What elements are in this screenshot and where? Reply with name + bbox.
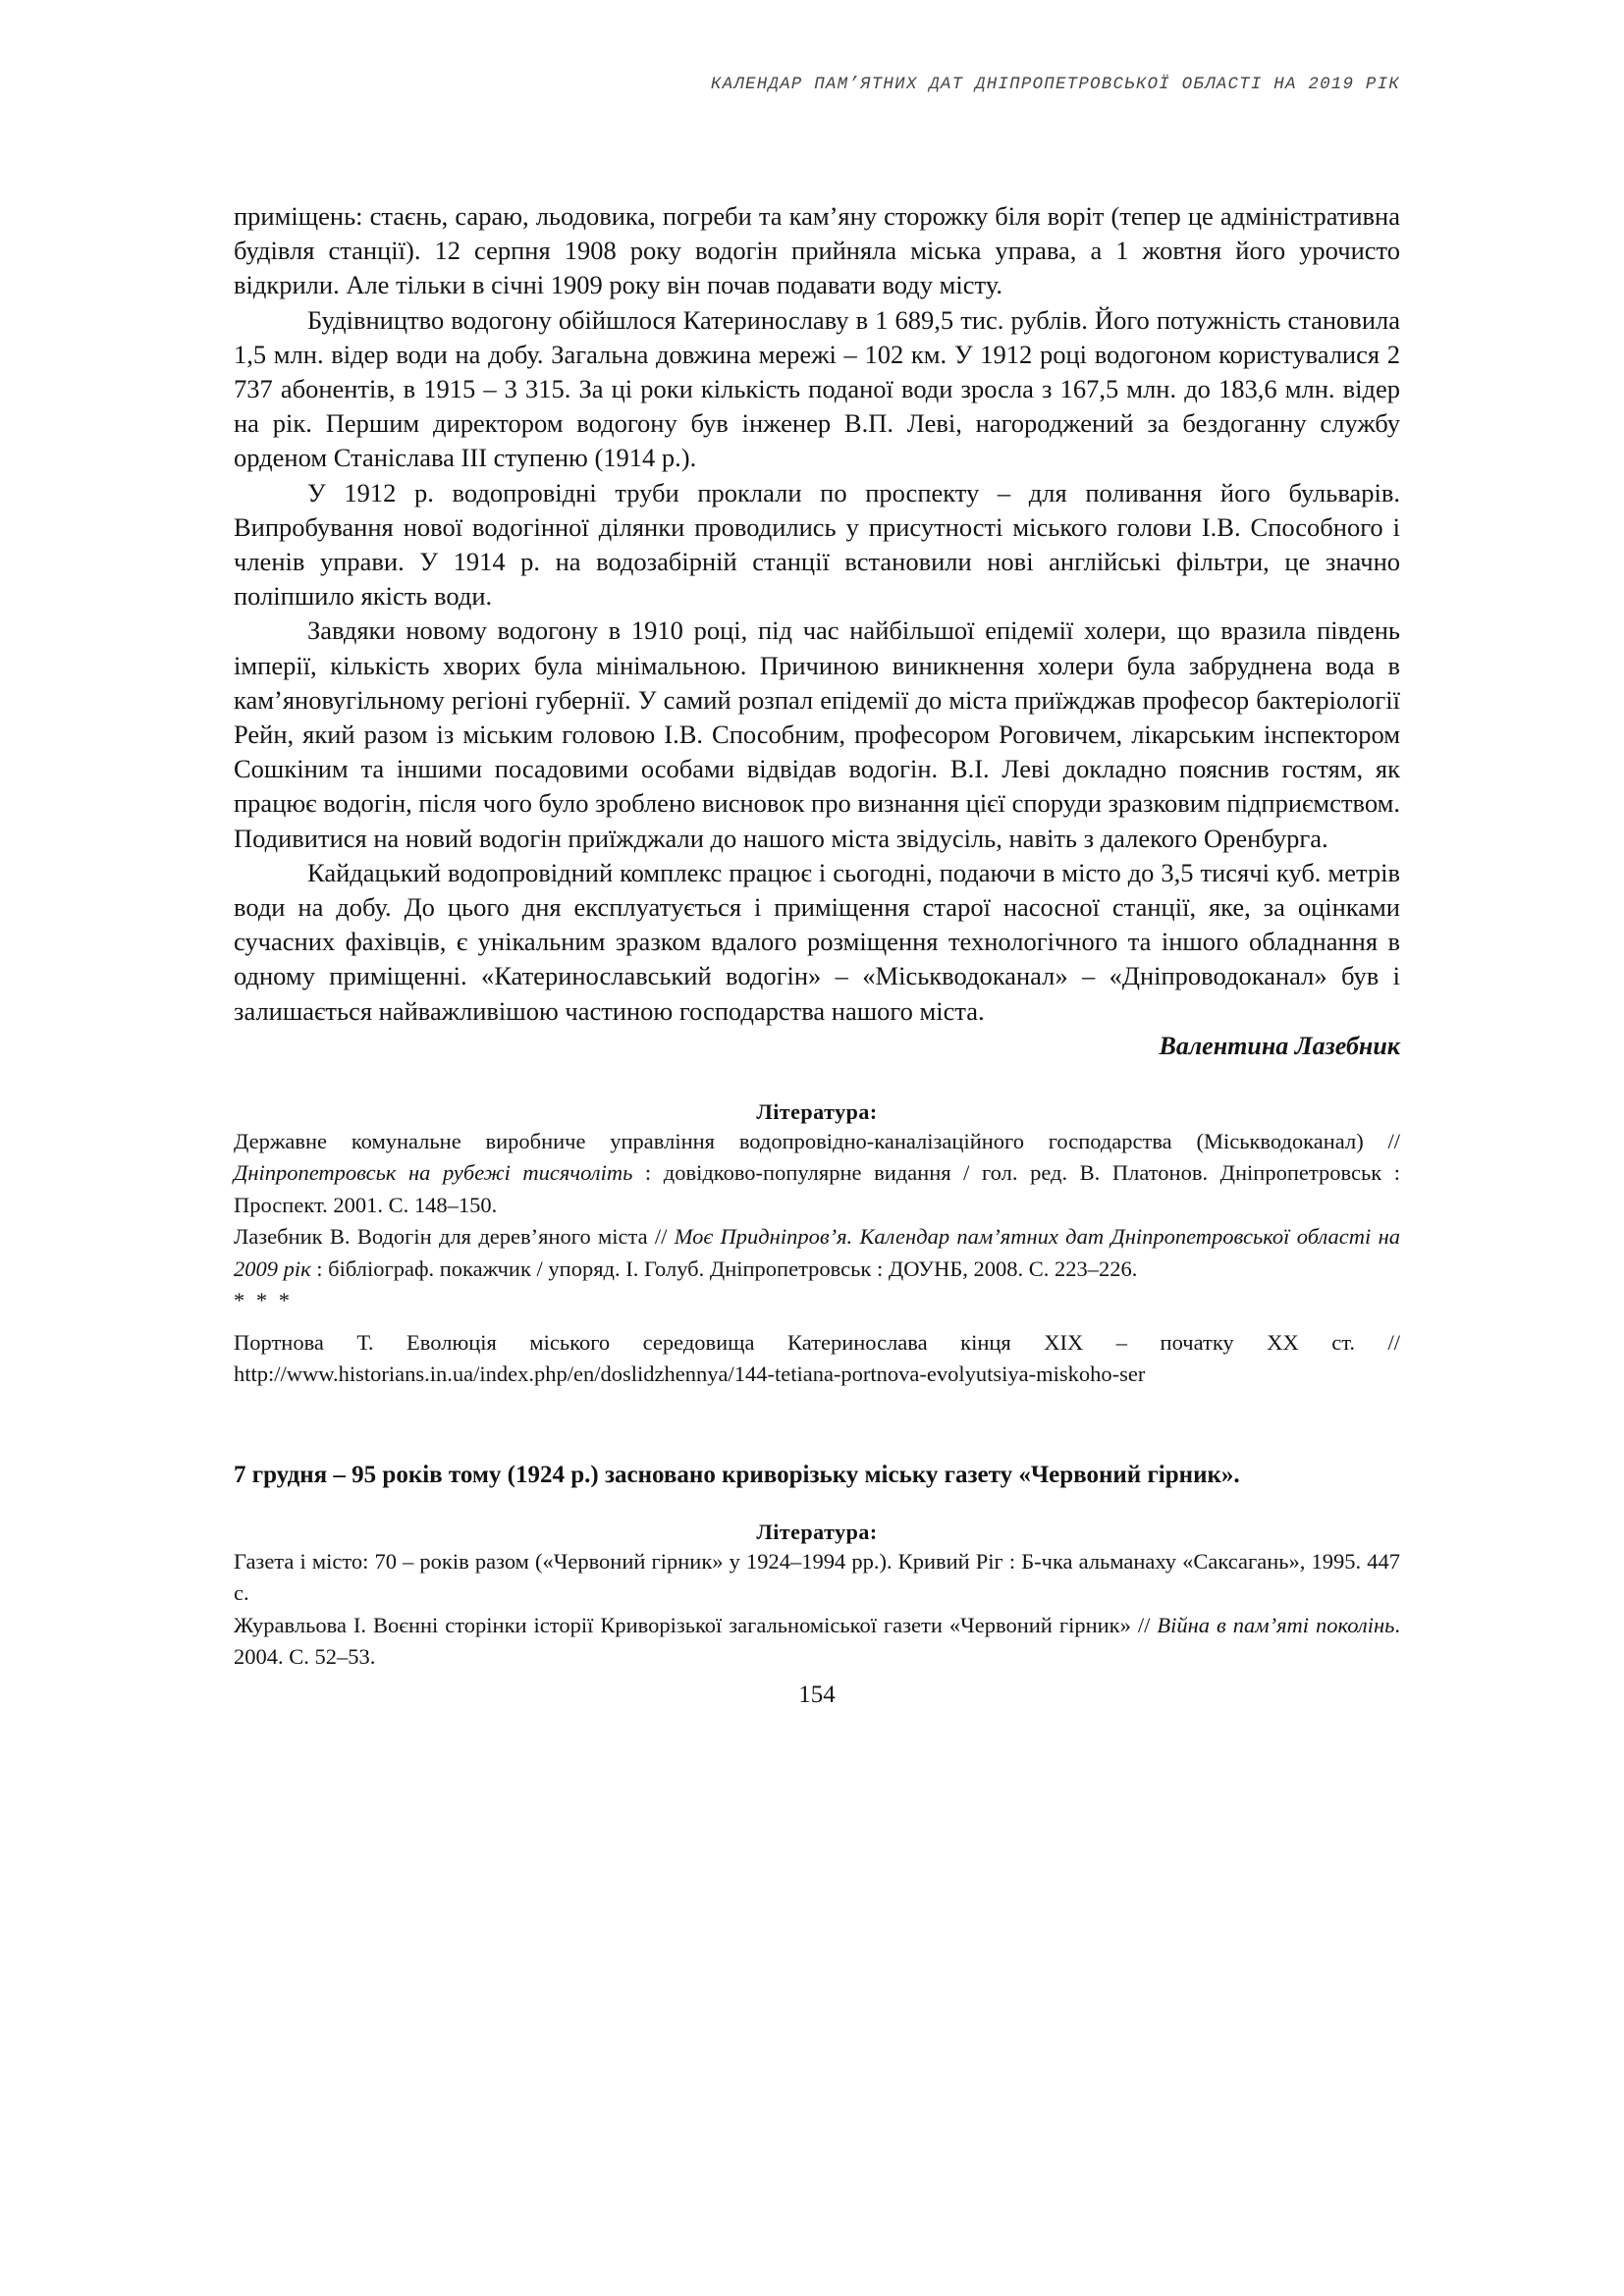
paragraph-cholera-epidemic: Завдяки новому водогону в 1910 році, під час найбільшої епідемії холери, що вразила південь імперії, кількість хворих була мінімальною. Причиною виникнення холери була забруднена вода в кам’яновугільному регіоні губернії. У самий розпал епідемії до міста приїжджав професор бактеріології Рейн, який разом із міським головою І.В. Способним, професором Роговичем, лікарським інспектором Сошкіним та іншими посадовими особами відвідав водогін. В.І. Леві докладно пояснив гостям, як працює водогін, після чого було зроблено висновок про визнання цієї споруди зразковим підприємством. Подивитися на новий водогін приїжджали до нашого міста звідусіль, навіть з далекого Оренбурга.	[234, 615, 1400, 853]
paragraph-pipes-1912: У 1912 р. водопровідні труби проклали по проспекту – для поливання його бульварів. Випробування нової водогінної ділянки проводились у присутності міського голови І.В. Способного і членів управи. У 1914 р. на водозабірній станції встановили нові англійські фільтри, це значно поліпшило якість води.	[234, 477, 1400, 612]
article-body	[234, 199, 1400, 1029]
literature-entry: Журавльова І. Воєнні сторінки історії Криворізької загальноміської газети «Червоний гірник» // Війна в пам’яті поколінь. 2004. С. 52–53.	[234, 1612, 1400, 1670]
literature-heading: Література:	[756, 1098, 878, 1124]
literature-entry: Газета і місто: 70 – років разом («Червоний гірник» у 1924–1994 рр.). Кривий Ріг : Б-чка альманаху «Саксагань», 1995. 447 с.	[234, 1548, 1400, 1606]
paragraph-construction-cost: Будівництво водогону обійшлося Катеринославу в 1 689,5 тис. рублів. Його потужність становила 1,5 млн. відер води на добу. Загальна довжина мережі – 102 км. У 1912 році водогоном користувалися 2 737 абонентів, в 1915 – 3 315. За ці роки кількість поданої води зросла з 167,5 млн. до 183,6 млн. відер на рік. Першим директором водогону був інженер В.П. Леві, нагороджений за бездоганну службу орденом Станіслава ІІІ ступеню (1914 р.).	[234, 304, 1400, 473]
literature-entry: Лазебник В. Водогін для дерев’яного міста // Моє Придніпров’я. Календар пам’ятних дат Дніпропетровської області на 2009 рік : бібліограф. покажчик / упоряд. І. Голуб. Дніпропетровськ : ДОУНБ, 2008. С. 223–226.	[234, 1224, 1400, 1281]
paragraph-continuation: приміщень: стаєнь, сараю, льодовика, погреби та кам’яну сторожку біля воріт (тепер це адміністративна будівля станції). 12 серпня 1908 року водогін прийняла міська управа, а 1 жовтня його урочисто відкрили. Але тільки в січні 1909 року він почав подавати воду місту.	[234, 201, 1400, 300]
author-signature: Валентина Лазебник	[1159, 1031, 1400, 1060]
page-number: 154	[798, 1681, 836, 1708]
literature-heading: Література:	[756, 1519, 878, 1544]
literature-list	[234, 1546, 1400, 1674]
separator-stars: * * *	[234, 1288, 293, 1313]
literature-list	[234, 1126, 1400, 1391]
event-title: 7 грудня – 95 років тому (1924 р.) засновано криворізьку міську газету «Червоний гірник».	[234, 1461, 1240, 1488]
literature-entry: Портнова Т. Еволюція міського середовища Катеринослава кінця XIX – початку XX ст. // http://www.historians.in.ua/index.php/en/doslidzhennya/144-tetiana-portnova-evolyutsiya-miskoho-ser	[234, 1329, 1400, 1387]
page-content	[234, 199, 1400, 1711]
paragraph-kaidak-complex: Кайдацький водопровідний комплекс працює і сьогодні, подаючи в місто до 3,5 тисячі куб. метрів води на добу. До цього дня експлуатується і приміщення старої насосної станції, яке, за оцінками сучасних фахівців, є унікальним зразком вдалого розміщення технологічного та іншого обладнання в одному приміщенні. «Катеринославський водогін» – «Міськводоканал» – «Дніпроводоканал» був і залишається найважливішою частиною господарства нашого міста.	[234, 857, 1400, 1026]
running-header: КАЛЕНДАР ПАМ’ЯТНИХ ДАТ ДНІПРОПЕТРОВСЬКОЇ ОБЛАСТІ НА 2019 РІК	[710, 75, 1400, 94]
literature-entry: Державне комунальне виробниче управління водопровідно-каналізаційного господарства (Міськводоканал) // Дніпропетровськ на рубежі тисячоліть : довідково-популярне видання / гол. ред. В. Платонов. Дніпропетровськ : Проспект. 2001. С. 148–150.	[234, 1128, 1400, 1217]
